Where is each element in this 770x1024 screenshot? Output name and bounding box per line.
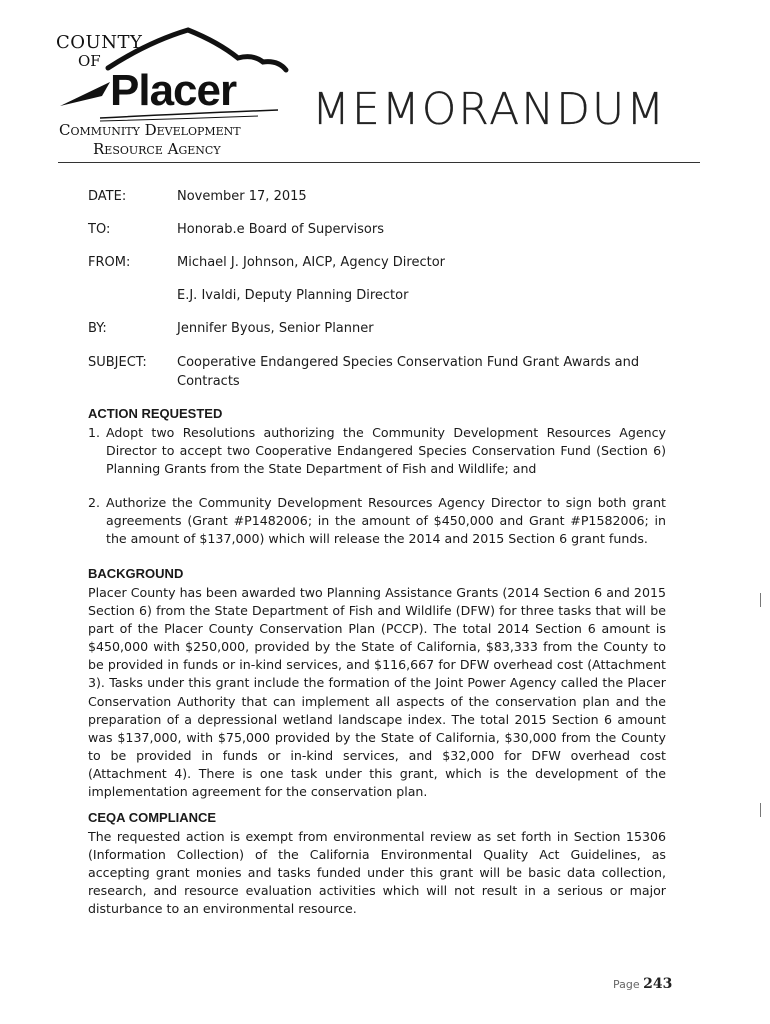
page-number-value: 243 <box>643 976 673 992</box>
from-value-1: Michael J. Johnson, AICP, Agency Director <box>177 255 446 270</box>
logo-placer-text: Placer <box>110 66 237 115</box>
scan-mark <box>760 803 761 817</box>
subject-value-1: Cooperative Endangered Species Conservation Fund Grant Awards and <box>177 355 640 370</box>
action-item-2-text: Authorize the Community Development Resources Agency Director to sign both grant agreements (Grant #P1482006; in the amount of $450,000 and Grant #P1582006; in the amount of $137,000) which will release the 2014 and 2015 Section 6 grant funds. <box>106 495 666 547</box>
action-item-1-number: 1. <box>88 425 101 440</box>
background-paragraph: Placer County has been awarded two Planning Assistance Grants (2014 Section 6 and 2015 Section 6) from the State Department of Fish and Wildlife (DFW) for three tasks that will be part of the Placer County Conservation Plan (PCCP). The total 2014 Section 6 amount is $450,000 with $250,000, provided by the State of California, $83,333 from the County to be provided in funds or in-kind services, and $116,667 for DFW overhead cost (Attachment 3). Tasks under this grant include the formation of the Joint Power Agency called the Placer Conservation Authority that can implement all aspects of the conservation plan and the preparation of a depressional wetland landscape index. The total 2015 Section 6 amount was $137,000, with $75,000 provided by the State of California, $30,000 from the County to be provided in funds or in-kind services, and $32,000 for DFW overhead cost (Attachment 4). There is one task under this grant, which is the development of the implementation agreement for the conservation plan. <box>88 585 666 800</box>
action-item-1-text: Adopt two Resolutions authorizing the Community Development Resources Agency Director to accept two Cooperative Endangered Species Conservation Fund (Section 6) Planning Grants from the State Department of Fish and Wildlife; and <box>106 425 666 477</box>
subject-value-2: Contracts <box>177 374 240 389</box>
page-number <box>613 976 672 992</box>
agency-name-line2: Resource Agency <box>93 140 221 158</box>
subject-label: SUBJECT: <box>88 355 147 370</box>
to-label: TO: <box>88 222 111 237</box>
scan-mark <box>760 593 761 607</box>
action-requested-heading: ACTION REQUESTED <box>88 406 223 421</box>
from-label: FROM: <box>88 255 131 270</box>
ceqa-paragraph: The requested action is exempt from environmental review as set forth in Section 15306 (Information Collection) of the California Environmental Quality Act Guidelines, as accepting grant monies and tasks funded under this grant will be basic data collection, research, and resource evaluation activities which will not result in a serious or major disturbance to an environmental resource. <box>88 829 666 917</box>
page-label: Page <box>613 978 640 991</box>
by-value: Jennifer Byous, Senior Planner <box>177 321 374 336</box>
action-item-2-number: 2. <box>88 495 101 510</box>
date-label: DATE: <box>88 189 127 204</box>
header-divider <box>58 162 700 163</box>
memo-title: MEMORANDUM <box>312 84 667 135</box>
agency-name-line1: Community Development <box>59 121 241 139</box>
logo-county-text: COUNTY <box>56 32 143 53</box>
to-value: Honorab.e Board of Supervisors <box>177 222 384 237</box>
date-value: November 17, 2015 <box>177 189 307 204</box>
logo-of-text: OF <box>78 52 101 70</box>
background-heading: BACKGROUND <box>88 566 184 581</box>
from-value-2: E.J. Ivaldi, Deputy Planning Director <box>177 288 409 303</box>
by-label: BY: <box>88 321 107 336</box>
ceqa-heading: CEQA COMPLIANCE <box>88 810 217 825</box>
